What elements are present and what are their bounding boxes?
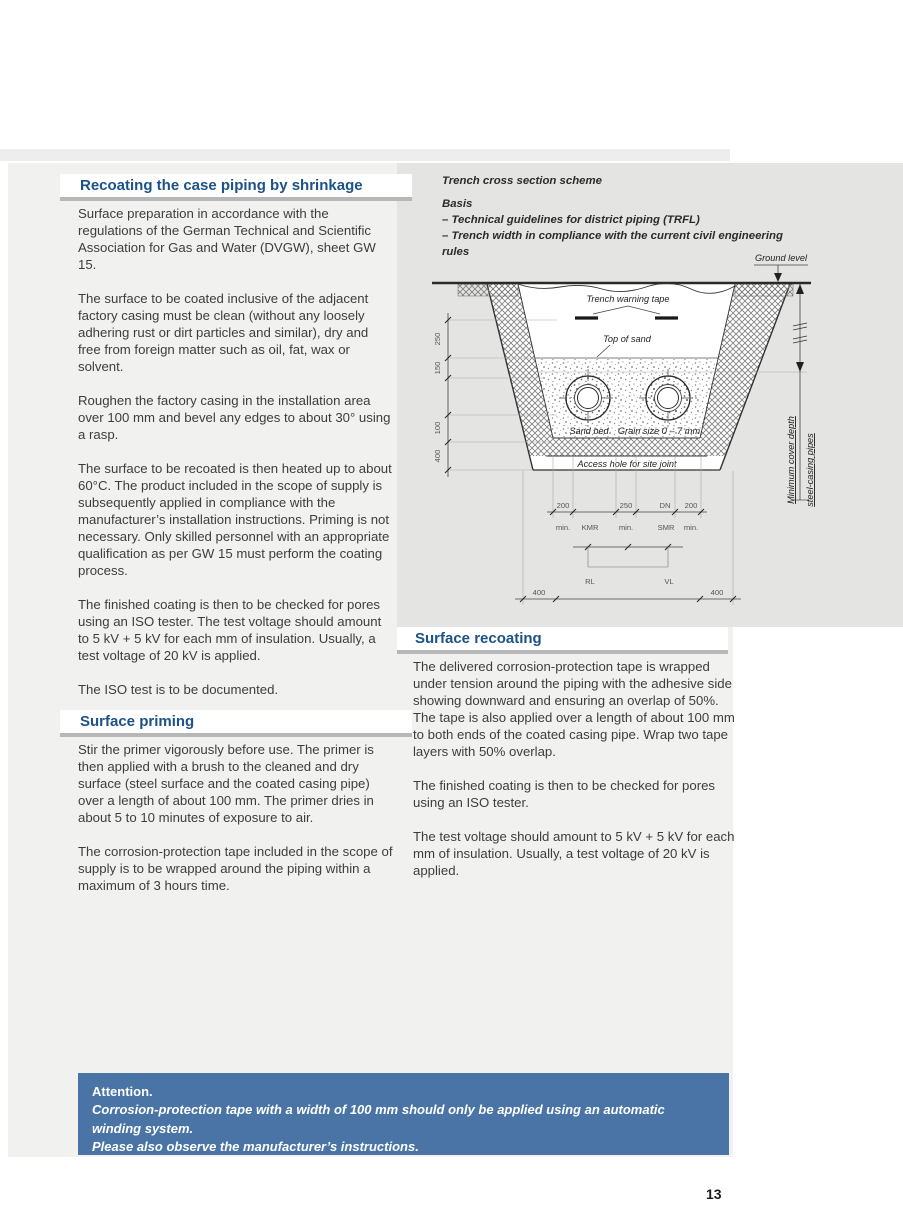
dim-100: 100 [433, 421, 442, 435]
header-strip [0, 149, 730, 161]
page-number: 13 [706, 1186, 722, 1202]
figure-basis-label: Basis [442, 198, 473, 210]
dim-min-3: min. [683, 523, 699, 532]
paragraph: The finished coating is then to be checked for pores using an ISO tester. The test voltage should amount to 5 kV + 5 kV for each mm of insulation. Usually, a test voltage of 20 kV is applied. [78, 597, 382, 663]
dim-150: 150 [433, 361, 442, 375]
section-body-surface-recoating [413, 658, 737, 896]
ground-hatch-left [458, 284, 518, 296]
cover-depth-arrow-up [796, 284, 804, 294]
dim-min-1: min. [555, 523, 571, 532]
attention-box [78, 1073, 729, 1155]
grain-size-label: Grain size 0 – 7 mm [617, 426, 701, 436]
section-heading-recoating-label: Recoating the case piping by shrinkage [80, 177, 363, 194]
label-rl: RL [585, 577, 595, 586]
dim-250-bottom: 250 [619, 501, 633, 510]
dim-dn: DN [659, 501, 671, 510]
sand-bed-label: Sand bed [569, 426, 609, 436]
label-vl: VL [664, 577, 674, 586]
top-of-sand-label: Top of sand [603, 334, 651, 344]
section-heading-recoating [60, 174, 412, 201]
paragraph: The surface to be coated inclusive of the adjacent factory casing must be clean (without any loosely adhering rust or dirt particles and similar), dry and free from foreign matter such as oil, fat, wax or solvent. [78, 291, 369, 374]
cover-depth-arrow-down [796, 362, 804, 372]
trench-diagram [397, 163, 903, 627]
dim-400-bottom-right: 400 [710, 588, 724, 597]
dim-smr: SMR [657, 523, 675, 532]
paragraph: Stir the primer vigorously before use. The primer is then applied with a brush to the cleaned and dry surface (steel surface and the coated casing pipe) over a length of about 100 mm. The primer dries in about 5 to 10 minutes of exposure to air. [78, 742, 374, 825]
paragraph: The delivered corrosion-protection tape is wrapped under tension around the piping with the adhesive side showing downward and ensuring an overlap of 50%. The tape is also applied over a length of about 100 mm to both ends of the coated casing pipe. Wrap two tape layers with 50% overlap. [413, 659, 735, 759]
paragraph: The test voltage should amount to 5 kV + 5 kV for each mm of insulation. Usually, a test voltage of 20 kV is applied. [413, 829, 735, 878]
min-cover-depth-label-2: steel-casing pipes [805, 433, 815, 507]
paragraph: The ISO test is to be documented. [78, 682, 279, 697]
dim-400-left: 400 [433, 449, 442, 463]
ground-level-arrowhead [774, 273, 782, 282]
warning-tape-label: Trench warning tape [586, 294, 670, 304]
attention-line: Corrosion-protection tape with a width of 100 mm should only be applied using an automatic winding system. [92, 1102, 665, 1136]
ground-level-label: Ground level [754, 253, 808, 263]
dim-200-right: 200 [684, 501, 698, 510]
dim-400-bottom-left: 400 [532, 588, 546, 597]
paragraph: The surface to be recoated is then heated up to about 60°C. The product included in the scope of supply is subsequently applied in compliance with the manufacturer’s installation instructions. Priming is not necessary. Only skilled personnel with an appropriate qualification as per GW 15 must perform the coating process. [78, 461, 392, 578]
dim-200-left: 200 [556, 501, 570, 510]
section-heading-priming-label: Surface priming [80, 713, 195, 730]
sand-bed-hatch [546, 438, 707, 456]
section-body-priming [78, 741, 396, 911]
paragraph: Roughen the factory casing in the installation area over 100 mm and bevel any edges to about 30° using a rasp. [78, 393, 391, 442]
section-heading-priming [60, 710, 412, 737]
paragraph: The corrosion-protection tape included in the scope of supply is to be wrapped around the piping within a maximum of 3 hours time. [78, 844, 393, 893]
section-heading-recoating-surface-label: Surface recoating [415, 630, 542, 647]
paragraph: Surface preparation in accordance with the regulations of the German Technical and Scientific Association for Gas and Water (DVGW), sheet GW 15. [78, 206, 376, 272]
section-heading-recoating-surface [397, 627, 728, 654]
attention-title: Attention. [92, 1084, 153, 1099]
figure-basis-item: – Technical guidelines for district piping (TRFL) [442, 214, 700, 226]
access-hole-label: Access hole for site joint [577, 459, 677, 469]
dim-min-2: min. [618, 523, 634, 532]
dim-250: 250 [433, 332, 442, 346]
ground-hatch-right [735, 284, 793, 296]
section-body-recoating [78, 205, 394, 715]
dim-kmr: KMR [581, 523, 599, 532]
pipe-carrier [578, 388, 599, 409]
paragraph: The finished coating is then to be checked for pores using an ISO tester. [413, 778, 716, 810]
pipe-carrier [658, 388, 679, 409]
min-cover-depth-label-1: Minimum cover depth [786, 416, 796, 504]
figure-basis-item: – Trench width in compliance with the current civil engineering rules [442, 230, 783, 258]
attention-line: Please also observe the manufacturer’s instructions. [92, 1139, 419, 1154]
figure-title: Trench cross section scheme [442, 175, 602, 187]
